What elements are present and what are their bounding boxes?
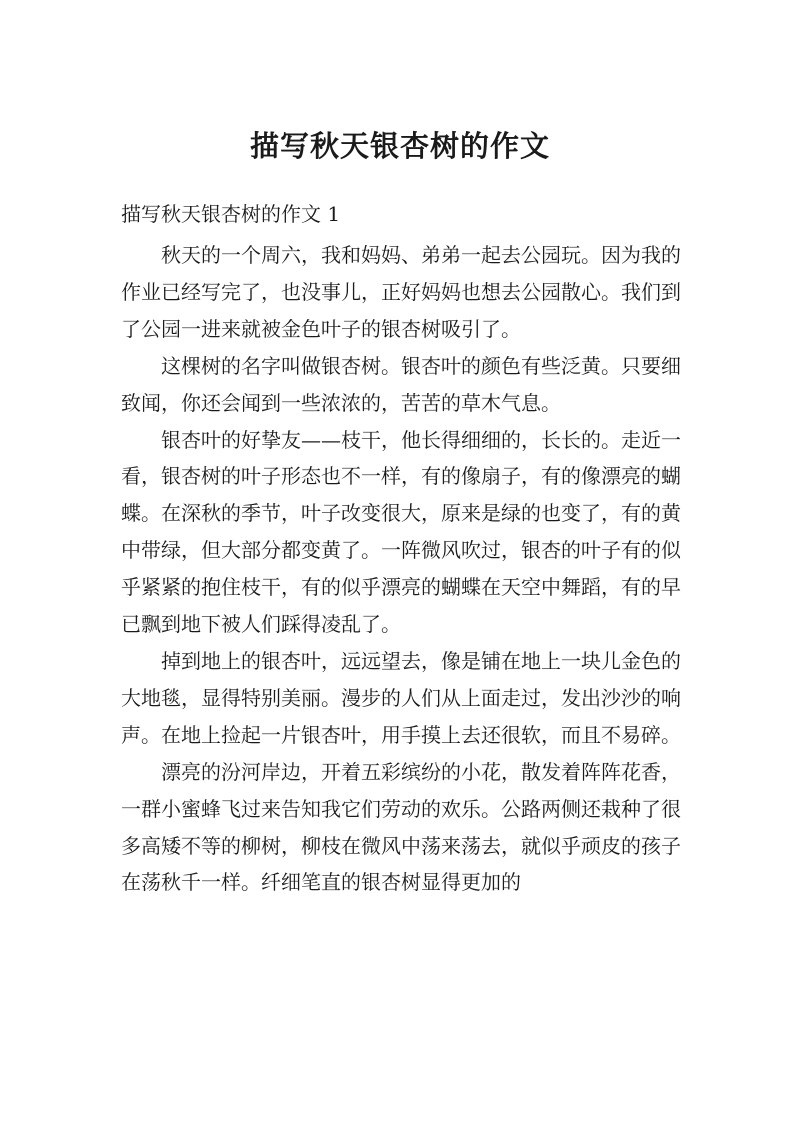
paragraph: 掉到地上的银杏叶，远远望去，像是铺在地上一块儿金色的大地毯，显得特别美丽。漫步的人们从上面走过，发出沙沙的响声。在地上捡起一片银杏叶，用手摸上去还很软，而且不易碎。 — [121, 648, 681, 747]
paragraph: 秋天的一个周六，我和妈妈、弟弟一起去公园玩。因为我的作业已经写完了，也没事儿，正好妈妈也想去公园散心。我们到了公园一进来就被金色叶子的银杏树吸引了。 — [121, 243, 681, 341]
essay-heading: 描写秋天银杏树的作文 1 — [121, 202, 341, 226]
paragraph: 这棵树的名字叫做银杏树。银杏叶的颜色有些泛黄。只要细致闻，你还会闻到一些浓浓的，苦苦的草木气息。 — [121, 353, 681, 415]
document-title: 描写秋天银杏树的作文 — [249, 129, 550, 163]
paragraph: 漂亮的汾河岸边，开着五彩缤纷的小花，散发着阵阵花香，一群小蜜蜂飞过来告知我它们劳动的欢乐。公路两侧还栽种了很多高矮不等的柳树，柳枝在微风中荡来荡去，就似乎顽皮的孩子在荡秋千一样。纤细笔直的银杏树显得更加的 — [121, 759, 681, 895]
paragraph: 银杏叶的好挚友——枝干，他长得细细的，长长的。走近一看，银杏树的叶子形态也不一样，有的像扇子，有的像漂亮的蝴蝶。在深秋的季节，叶子改变很大，原来是绿的也变了，有的黄中带绿，但大部分都变黄了。一阵微风吹过，银杏的叶子有的似乎紧紧的抱住枝干，有的似乎漂亮的蝴蝶在天空中舞蹈，有的早已飘到地下被人们踩得凌乱了。 — [121, 427, 681, 637]
essay-body — [121, 237, 681, 901]
